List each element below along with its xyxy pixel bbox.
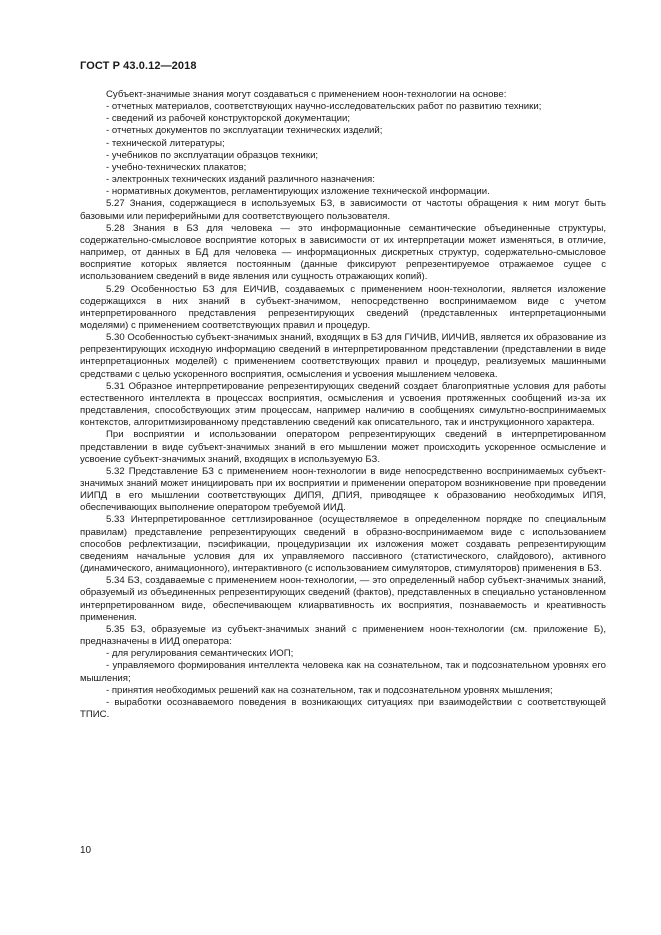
clause-5-35: 5.35 БЗ, образуемые из субъект-значимых знаний с применением ноон-технологии (см. приложение Б), предназначены в ИИД оператора: (80, 623, 606, 648)
list-item: - учебников по эксплуатации образцов техники; (106, 149, 319, 161)
list-item: - управляемого формирования интеллекта человека как на сознательном, так и подсознательном уровнях его мышления; (80, 660, 606, 684)
clause-5-29: 5.29 Особенностью БЗ для ЕИЧИВ, создаваемых с применением ноон-технологии, является изложение содержащихся в них знаний в субъект-значимом, непосредственно воспринимаемом виде с учетом интерпретированного представления репрезентирующих сведений (представленных интерпретационными моделями) с применением соответствующих правил и процедур. (80, 283, 606, 331)
list-item: - учебно-технических плакатов; (106, 161, 247, 173)
list-item: - нормативных документов, регламентирующих изложение технической информации. (106, 186, 490, 198)
list-item: - сведений из рабочей конструкторской документации; (106, 113, 350, 125)
clause-5-30: 5.30 Особенностью субъект-значимых знаний, входящих в БЗ для ГИЧИВ, ИИЧИВ, является их образование из репрезентирующих исходную информацию сведений в интерпретированном представлении (представлении в виде интерпретационных моделей) с применением соответствующих правил и процедур, реализуемых машинными средствами с целью ускоренного восприятия, осмысления и усвоения мышлением человека. (80, 332, 606, 380)
clause-5-31-continued: При восприятии и использовании оператором репрезентирующих сведений в интерпретированном представлении в виде субъект-значимых знаний в его мышлении может происходить ускоренное осмысление и усвоение субъект-значимых знаний, входящих в используемую БЗ. (80, 429, 606, 465)
list-item: - электронных технических изданий различного назначения: (106, 174, 375, 186)
standard-header: ГОСТ Р 43.0.12—2018 (80, 60, 197, 72)
intro-paragraph: Субъект-значимые знания могут создаваться с применением ноон-технологии на основе: (106, 89, 507, 100)
clause-5-27: 5.27 Знания, содержащиеся в используемых БЗ, в зависимости от частоты обращения к ним могут быть базовыми или периферийными для соответствующего пользователя. (80, 198, 606, 222)
page-number: 10 (80, 845, 92, 856)
clause-5-32: 5.32 Представление БЗ с применением ноон-технологии в виде непосредственно воспринимаемых субъект-значимых знаний может инициировать при их восприятии и применении оператором возникновение при проведении ИИПД в его мышлении соответствующих ДИПЯ, ДПИЯ, приводящее к образованию необходимых ИПЯ, обеспечивающих выполнение оператором требуемой ИИД. (80, 465, 606, 514)
list-item: - выработки осознаваемого поведения в возникающих ситуациях при взаимодействии с соответствующей ТПИС. (80, 696, 606, 720)
list-item: - для регулирования семантических ИОП; (106, 648, 294, 660)
clause-5-34: 5.34 БЗ, создаваемые с применением ноон-технологии, — это определенный набор субъект-значимых знаний, образуемый из объединенных репрезентирующих сведений (фактов), представленных в специально установленном интерпретированном виде, обеспечивающем клиарвативность их восприятия, познаваемость и креативность применения. (80, 575, 606, 623)
clause-5-28: 5.28 Знания в БЗ для человека — это информационные семантические объединенные структуры, содержательно-смысловое восприятие которых в зависимости от их интерпретации может изменяться, в отличие, например, от данных в БД для человека — информационных дискретных структур, содержательно-смысловое восприятие которых является постоянным (данные фиксируют репрезентируемое отражаемое сущее с использованием сведений в виде явления или сущность отражающих копий). (80, 222, 606, 283)
clause-5-33: 5.33 Интерпретированное сеттлизированное (осуществляемое в определенном порядке по специальным правилам) представление репрезентирующих сведений в образно-воспринимаемом виде с использованием способов рефлектизации, пэсификации, процедуризации их изложения может создавать репрезентирующим сведениям начальные условия для их управляемого пассивного (статистического, слайдового), активного (динамического, анимационного), интерактивного (с использованием симуляторов, стимуляторов) применения в БЗ. (80, 514, 606, 575)
list-item: - технической литературы; (106, 137, 225, 149)
list-item: - отчетных документов по эксплуатации технических изделий; (106, 125, 383, 137)
clause-5-31: 5.31 Образное интерпретирование репрезентирующих сведений создает благоприятные условия для работы естественного интеллекта в процессах восприятия, осмысления и усвоения протяженных сообщений из-за их представления, способствующих этим процессам, например наличию в сообщениях симультно-воспринимаемых контекстов, алгоритмизированному представлению сведений как описательного, так и инструкционного характера. (80, 380, 606, 429)
document-body (80, 89, 606, 721)
list-item: - принятия необходимых решений как на сознательном, так и подсознательном уровнях мышления; (106, 684, 553, 696)
list-item: - отчетных материалов, соответствующих научно-исследовательских работ по развитию техники; (106, 101, 542, 113)
